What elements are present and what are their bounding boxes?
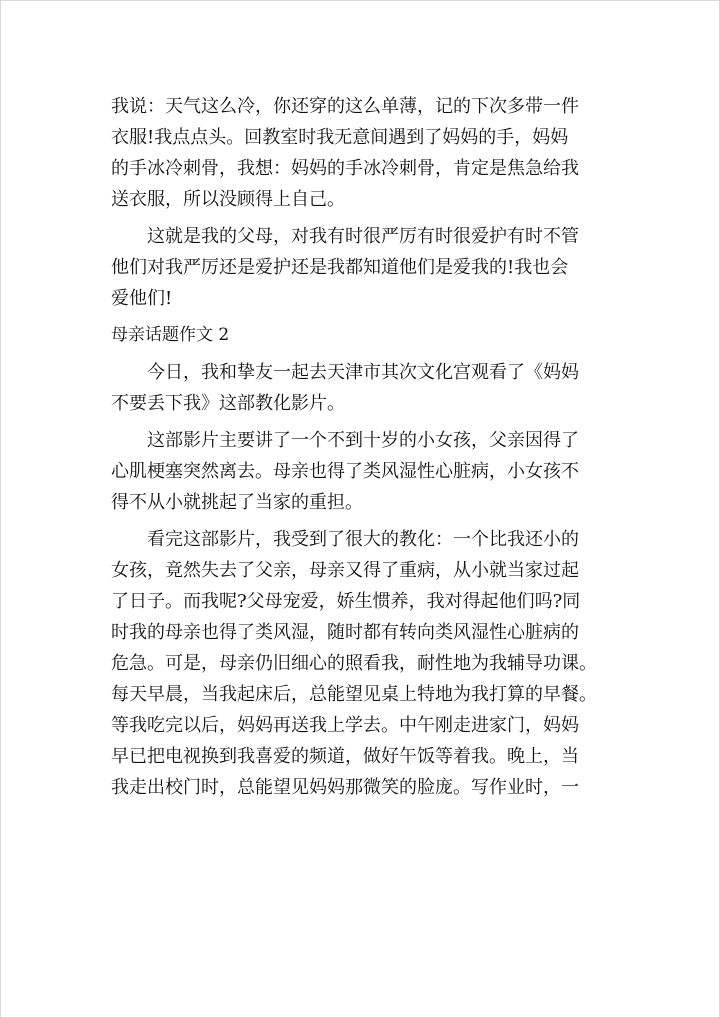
heading-text: 母亲话题作文 2 [111, 325, 230, 345]
section-heading [111, 320, 613, 351]
text-line: 不要丢下我》这部教化影片。 [111, 393, 345, 414]
paragraph-2 [111, 221, 613, 314]
text-line: 我说：天气这么冷，你还穿的这么单薄，记的下次多带一件 [111, 96, 579, 117]
text-line: 心肌梗塞突然离去。母亲也得了类风湿性心脏病，小女孩不 [111, 461, 579, 482]
text-line: 等我吃完以后，妈妈再送我上学去。中午刚走进家门，妈妈 [111, 715, 579, 736]
text-line: 送衣服，所以没顾得上自己。 [111, 189, 345, 210]
text-line: 每天早晨，当我起床后，总能望见桌上特地为我打算的早餐。 [111, 684, 597, 705]
text-line: 衣服!我点点头。回教室时我无意间遇到了妈妈的手，妈妈 [111, 127, 569, 148]
text-line: 看完这部影片，我受到了很大的教化：一个比我还小的 [111, 529, 579, 550]
document-body [111, 91, 613, 803]
text-line: 早已把电视换到我喜爱的频道，做好午饭等着我。晚上，当 [111, 746, 579, 767]
text-line: 女孩，竟然失去了父亲，母亲又得了重病，从小就当家过起 [111, 560, 579, 581]
paragraph-5 [111, 524, 613, 803]
text-line: 危急。可是，母亲仍旧细心的照看我，耐性地为我辅导功课。 [111, 653, 597, 674]
text-line: 爱他们! [111, 288, 173, 309]
paragraph-1 [111, 91, 613, 215]
text-line: 这就是我的父母，对我有时很严厉有时很爱护有时不管 [111, 226, 579, 247]
text-line: 的手冰冷刺骨，我想：妈妈的手冰冷刺骨，肯定是焦急给我 [111, 158, 579, 179]
text-line: 这部影片主要讲了一个不到十岁的小女孩，父亲因得了 [111, 430, 579, 451]
text-line: 今日，我和挚友一起去天津市其次文化宫观看了《妈妈 [111, 362, 579, 383]
text-line: 时我的母亲也得了类风湿，随时都有转向类风湿性心脏病的 [111, 622, 579, 643]
text-line: 他们对我严厉还是爱护还是我都知道他们是爱我的!我也会 [111, 257, 569, 278]
paragraph-3 [111, 357, 613, 419]
text-line: 了日子。而我呢?父母宠爱，娇生惯养，我对得起他们吗?同 [111, 591, 581, 612]
text-line: 我走出校门时，总能望见妈妈那微笑的脸庞。写作业时，一 [111, 777, 579, 798]
text-line: 得不从小就挑起了当家的重担。 [111, 492, 363, 513]
paragraph-4 [111, 425, 613, 518]
